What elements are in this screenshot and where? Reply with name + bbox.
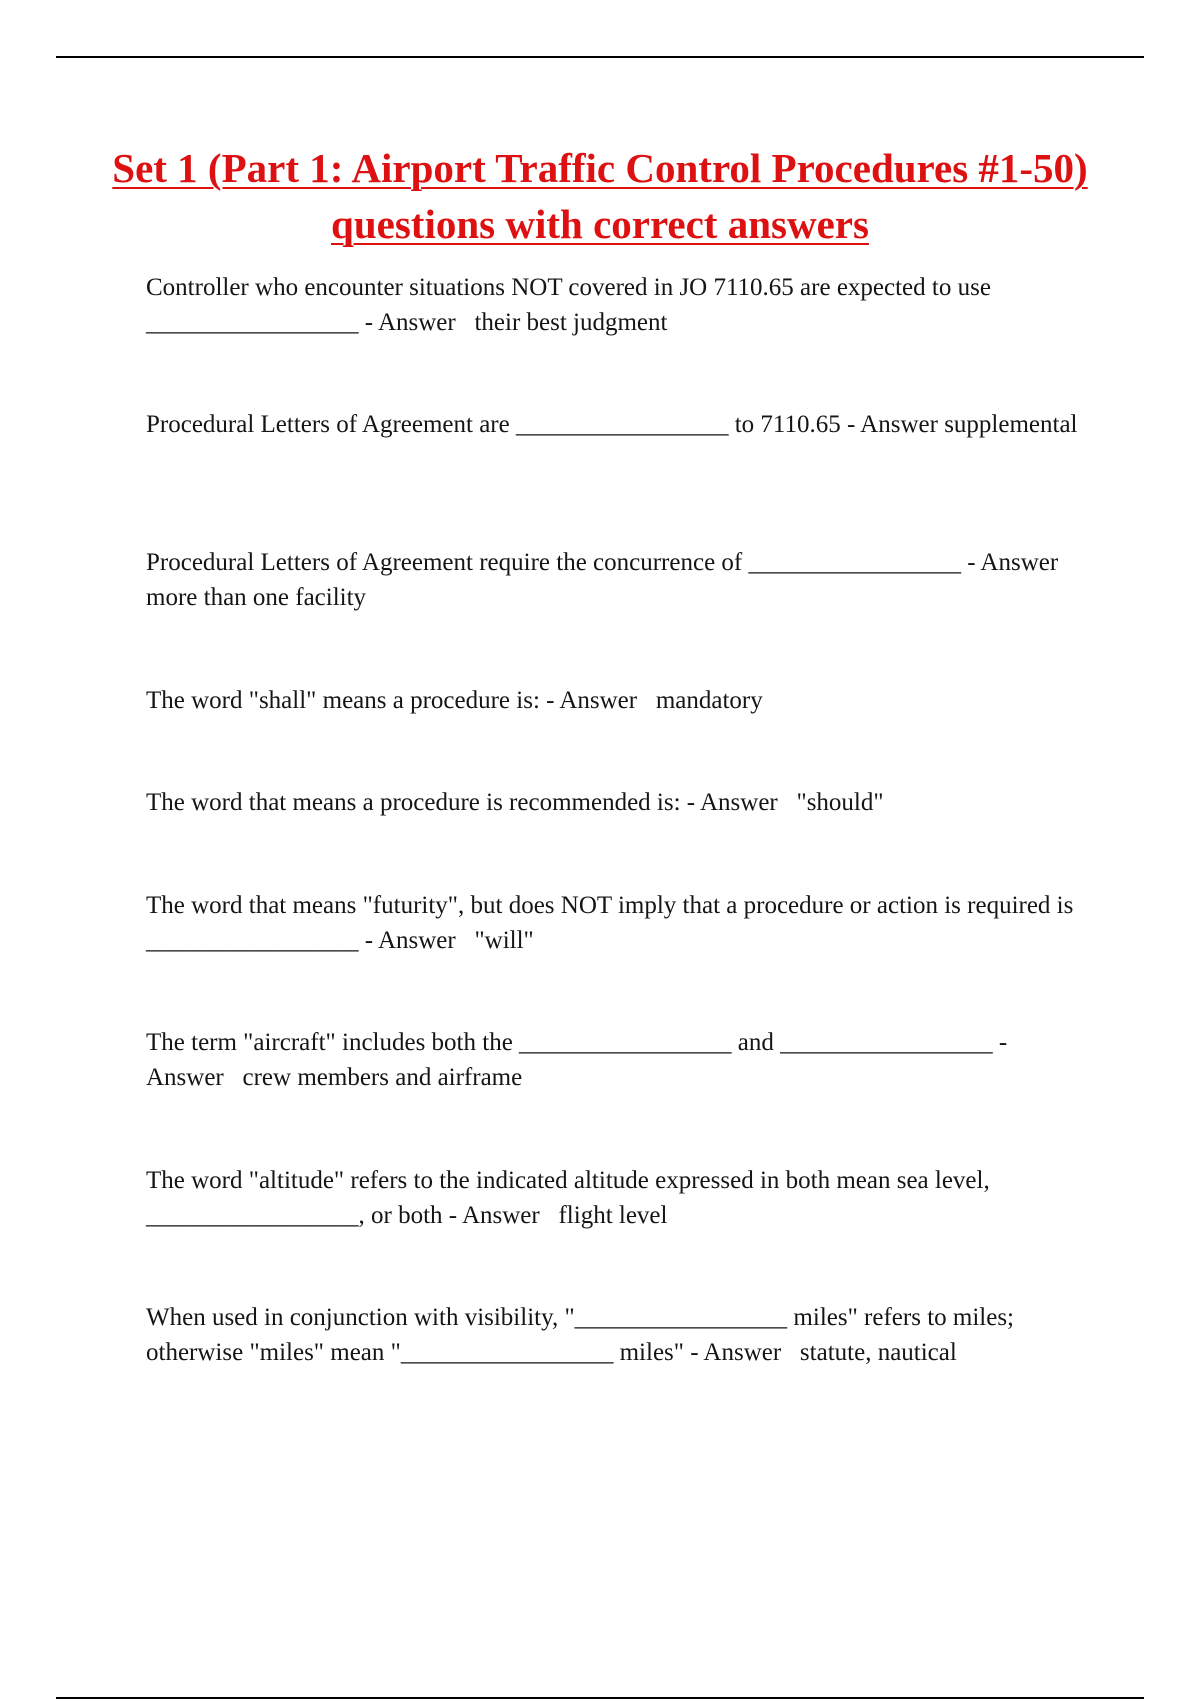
- top-rule: [56, 56, 1144, 58]
- question-answer-9: When used in conjunction with visibility, "_________________ miles" refers to miles; otherwise "miles" mean "_________________ miles" - Answer statute, nautical: [146, 1304, 1021, 1366]
- question-answer-7: The term "aircraft" includes both the _________________ and _________________ - Answer crew members and airframe: [146, 1029, 1013, 1091]
- question-answer-5: The word that means a procedure is recommended is: - Answer "should": [146, 789, 884, 816]
- question-answer-6: The word that means "futurity", but does NOT imply that a procedure or action is required is _________________ - Answer "will": [146, 892, 1080, 954]
- question-answer-2: Procedural Letters of Agreement are _________________ to 7110.65 - Answer supplemental: [146, 411, 1078, 438]
- question-answer-1: Controller who encounter situations NOT covered in JO 7110.65 are expected to use _________________ - Answer their best judgment: [146, 274, 998, 336]
- bottom-rule: [56, 1697, 1144, 1699]
- question-answer-4: The word "shall" means a procedure is: - Answer mandatory: [146, 687, 763, 714]
- question-answer-3: Procedural Letters of Agreement require the concurrence of _________________ - Answer more than one facility: [146, 549, 1077, 611]
- document-title: Set 1 (Part 1: Airport Traffic Control Procedures #1-50) questions with correct answers: [112, 145, 1088, 247]
- question-answer-8: The word "altitude" refers to the indicated altitude expressed in both mean sea level, _________________, or both - Answer flight level: [146, 1167, 996, 1229]
